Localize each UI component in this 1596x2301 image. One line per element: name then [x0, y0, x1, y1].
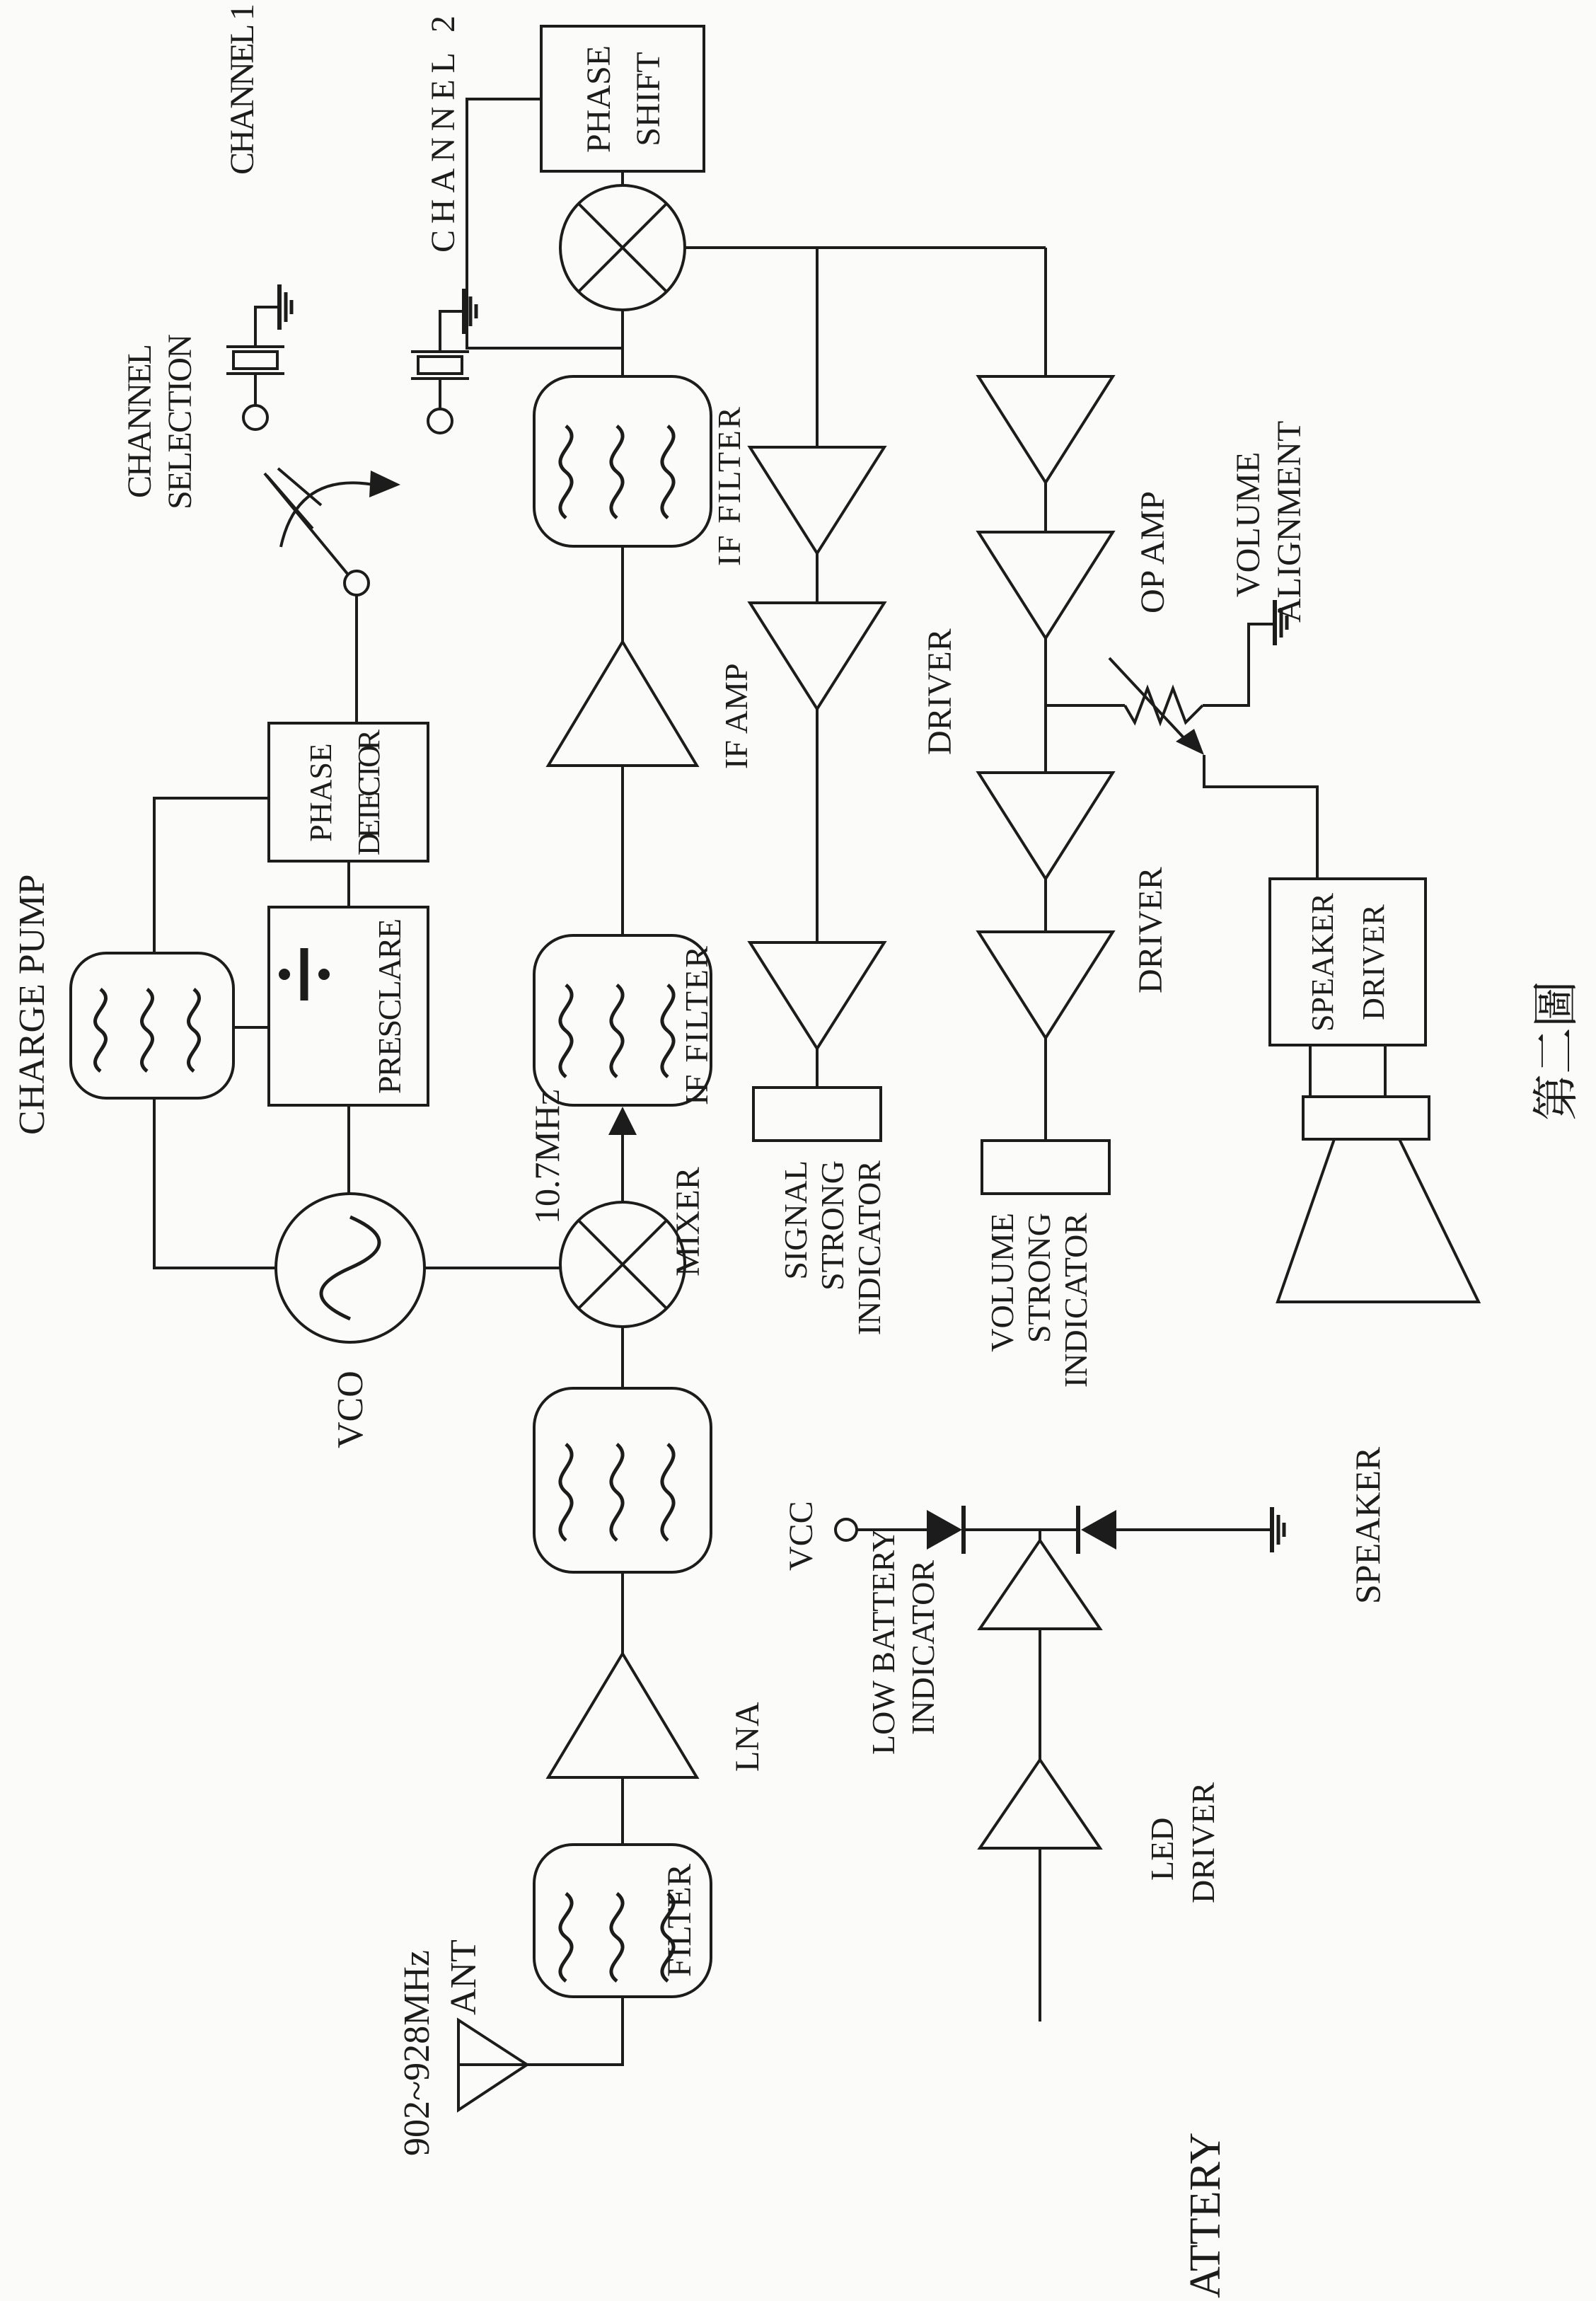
- led-driver-label-2: DRIVER: [1185, 1782, 1221, 1903]
- image-filter-icon: [534, 1388, 711, 1572]
- driver2-label: DRIVER: [1132, 867, 1169, 993]
- mixer-icon: [560, 1202, 685, 1327]
- charge-pump-filter-icon: [71, 953, 233, 1098]
- channel-switch-icon: [265, 468, 400, 595]
- vcc-label: VCC: [782, 1501, 820, 1571]
- signal-strong-label-3: INDICATOR: [851, 1160, 887, 1336]
- rf-band-label: 902~928MHz: [397, 1949, 437, 2156]
- antenna-label: ANT: [444, 1939, 484, 2015]
- vco-label: VCO: [330, 1371, 371, 1448]
- speaker-driver-label-2: DRIVER: [1356, 904, 1391, 1020]
- channel-selection-label-2: SELECTION: [161, 334, 199, 509]
- figure-caption: 第二圖: [1531, 981, 1583, 1121]
- diode1-icon: [927, 1506, 964, 1554]
- rf-filter-label: FILTER: [661, 1864, 698, 1977]
- phase-detector-label-1: PHASE: [303, 743, 338, 842]
- led-driver-amp1-icon: [980, 1540, 1100, 1629]
- vcc-ground-icon: [1272, 1507, 1284, 1552]
- if-filter2-icon: [534, 376, 711, 546]
- audio-amp3-icon: [750, 942, 884, 1049]
- vcc-terminal-icon: [835, 1519, 857, 1540]
- channel1-label: CHANNEL 1: [224, 4, 261, 175]
- volume-strong-label-3: INDICATOR: [1058, 1213, 1094, 1388]
- lna-label: LNA: [729, 1702, 766, 1772]
- phase-shift-label-1: PHASE: [580, 45, 618, 154]
- vco-icon: [276, 1194, 424, 1342]
- volume-alignment-label-2: ALIGNMENT: [1271, 420, 1308, 623]
- low-battery-label-1: LOW BATTERY: [865, 1528, 901, 1755]
- wire-pot-to-speakerdriver: [1204, 755, 1317, 879]
- battery-label: ATTERY: [1181, 2132, 1230, 2298]
- driver-amp2-icon: [978, 773, 1113, 879]
- phase-detector-label-2: DETECTOR: [352, 729, 386, 855]
- volume-alignment-pot-icon: [1046, 600, 1287, 755]
- signal-strong-label-1: SIGNAL: [777, 1160, 814, 1280]
- speaker-icon: [1278, 1097, 1479, 1302]
- if-arrowhead-icon: [608, 1107, 637, 1135]
- wire-chargepump-to-vco: [154, 1098, 276, 1268]
- crystal-channel1-icon: [226, 284, 291, 429]
- lna-amplifier-icon: [548, 1654, 697, 1777]
- phase-shift-box: [541, 26, 704, 171]
- if-filter1-label: IF FILTER: [678, 946, 715, 1105]
- prescaler-label: PRESCLARE: [371, 918, 407, 1094]
- divide-icon: [279, 948, 330, 1000]
- phase-shift-label-2: SHIFT: [630, 52, 667, 146]
- diode2-icon: [1078, 1506, 1116, 1554]
- audio-amp2-icon: [750, 603, 884, 709]
- volume-strong-label-1: VOLUME: [984, 1213, 1020, 1352]
- signal-strong-indicator-box: [753, 1088, 881, 1141]
- demod-mixer-icon: [560, 185, 685, 310]
- phase-detector-box: [269, 723, 428, 861]
- volume-strong-label-2: STRONG: [1021, 1213, 1057, 1344]
- op-amp-label: OP AMP: [1134, 491, 1172, 613]
- if-amp-label: IF AMP: [718, 663, 754, 769]
- driver1-label: DRIVER: [921, 628, 959, 755]
- if-frequency-label: 10.7MHz: [527, 1089, 567, 1224]
- mixer-label: MIXER: [669, 1167, 707, 1276]
- signal-strong-label-2: STRONG: [814, 1160, 850, 1291]
- audio-amp1-icon: [750, 447, 884, 553]
- speaker-driver-label-1: SPEAKER: [1305, 893, 1340, 1032]
- channel2-label: CHANNEL 2: [424, 16, 462, 253]
- led-driver-amp2-icon: [980, 1760, 1100, 1848]
- low-battery-label-2: INDICATOR: [905, 1559, 941, 1735]
- op-amp-icon: [978, 376, 1113, 483]
- wire-phasedet-to-chargepump: [154, 798, 269, 953]
- speaker-label: SPEAKER: [1348, 1446, 1387, 1604]
- if-filter2-label: IF FILTER: [711, 407, 747, 566]
- driver-amp1-icon: [978, 532, 1113, 638]
- volume-strong-indicator-box: [982, 1141, 1109, 1194]
- channel-selection-label-1: CHANNEL: [121, 344, 158, 498]
- charge-pump-label: CHARGE PUMP: [12, 874, 52, 1135]
- speaker-driver-box: [1270, 879, 1426, 1045]
- driver-amp3-icon: [978, 932, 1113, 1038]
- if-amp-icon: [548, 642, 697, 766]
- led-driver-label-1: LED: [1144, 1817, 1180, 1881]
- volume-alignment-label-1: VOLUME: [1230, 451, 1267, 597]
